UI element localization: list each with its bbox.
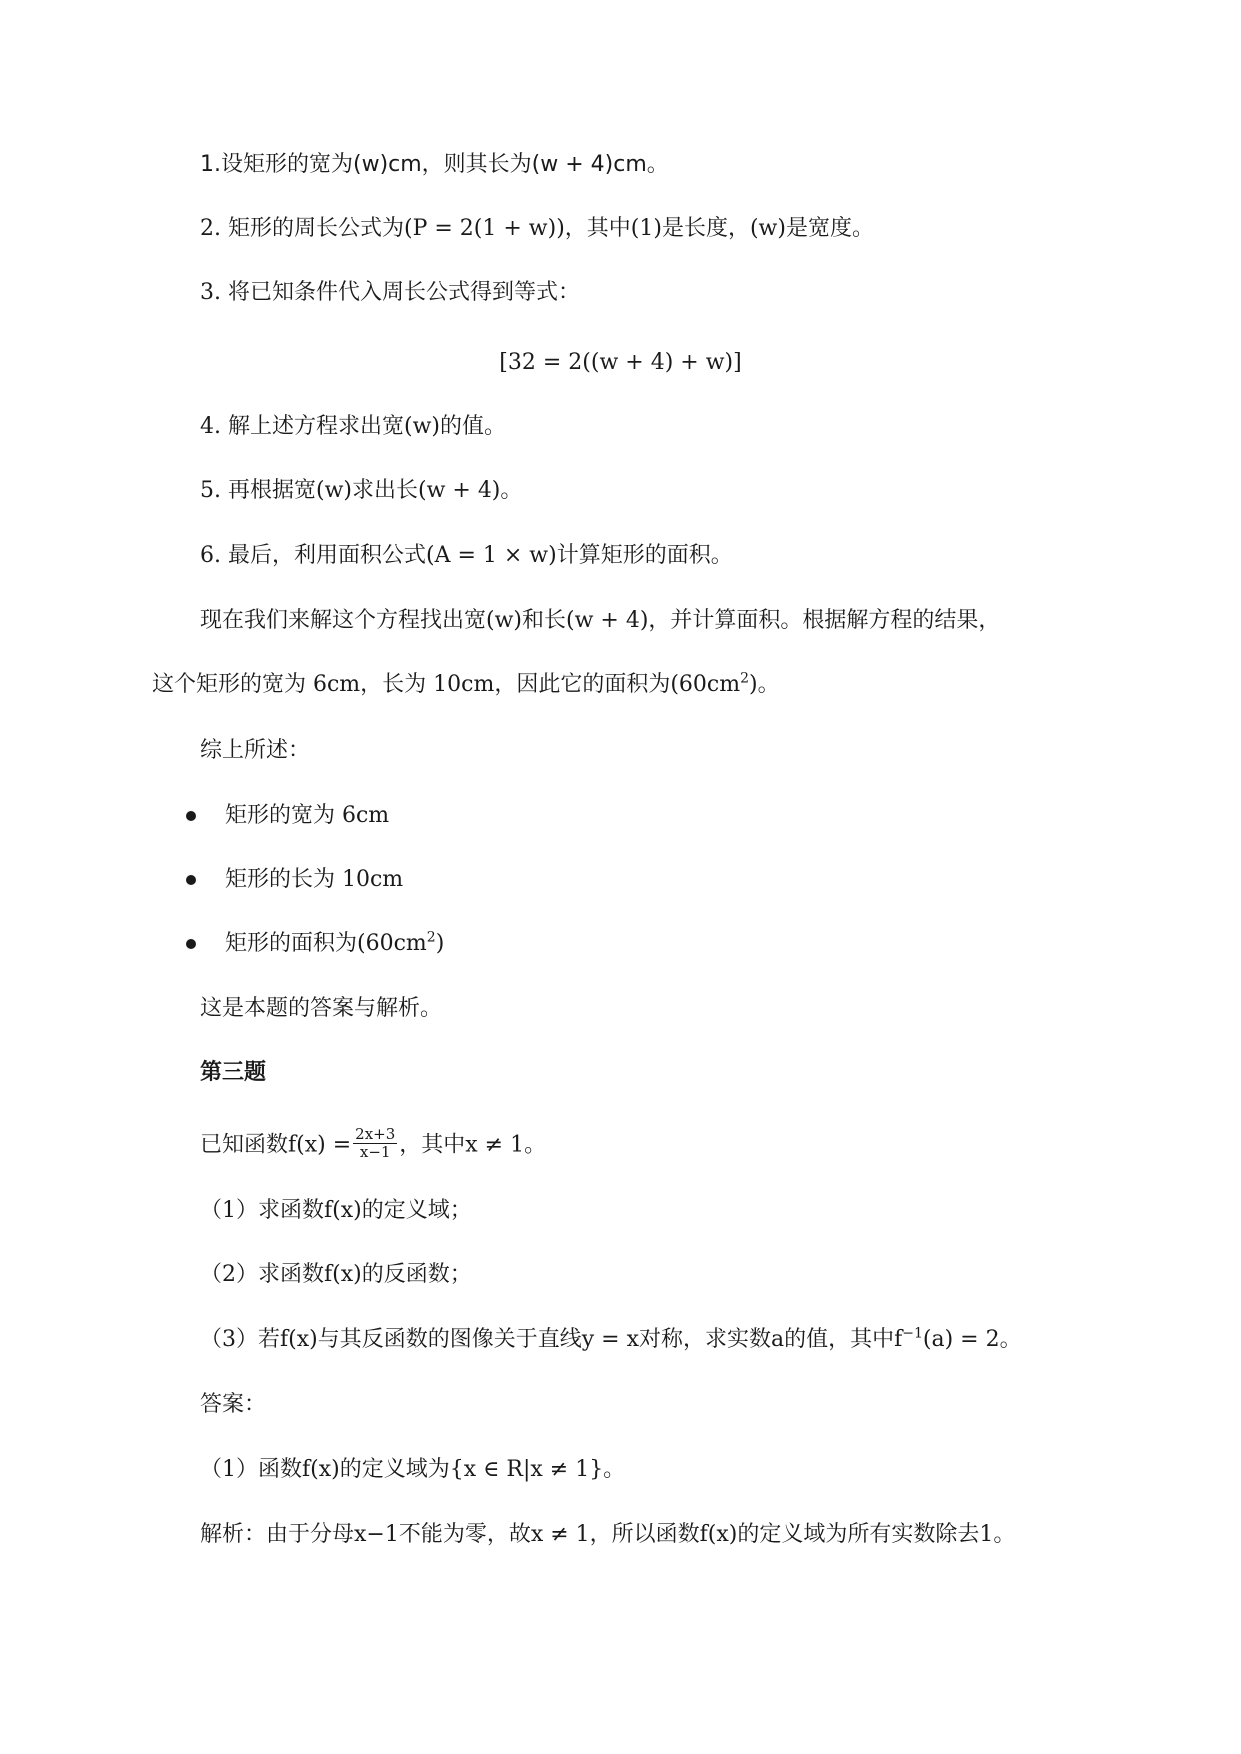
step-3: 3. 将已知条件代入周长公式得到等式： [200, 280, 580, 305]
bullet-dot [186, 811, 196, 821]
step-5: 5. 再根据宽(w)求出长(w + 4)。 [200, 478, 523, 503]
fraction: $\frac{2x+3}{x-1}$ [355, 1125, 396, 1161]
step-1: 1.设矩形的宽为(w)cm，则其长为(w + 4)cm。 [200, 152, 669, 177]
answer-part-1: （1）函数f(x)的定义域为{x ∈ R|x ≠ 1}。 [200, 1457, 626, 1482]
step-6: 6. 最后，利用面积公式(A = 1 × w)计算矩形的面积。 [200, 543, 733, 568]
step-4: 4. 解上述方程求出宽(w)的值。 [200, 414, 506, 439]
question-statement: 已知函数f(x) = $\frac{2x+3}{x-1}$ ，其中x ≠ 1。 [200, 1125, 547, 1161]
bullet-length: 矩形的长为 10cm [225, 867, 404, 892]
solution-paragraph-line-2: 这个矩形的宽为 6cm，长为 10cm，因此它的面积为$(60cm^2)$。 [152, 670, 780, 697]
answer-label: 答案： [200, 1392, 267, 1417]
bullet-dot [186, 875, 196, 885]
bullet-dot [186, 939, 196, 949]
bullet-area: 矩形的面积为$(60cm^2)$ [225, 929, 445, 956]
question-part-2: （2）求函数f(x)的反函数； [200, 1262, 472, 1287]
solution-paragraph-line-1: 现在我们来解这个方程找出宽(w)和长(w + 4)，并计算面积。根据解方程的结果， [200, 608, 1001, 633]
explanation: 解析：由于分母x−1不能为零，故x ≠ 1，所以函数f(x)的定义域为所有实数除去1。 [200, 1522, 1016, 1547]
conclusion: 这是本题的答案与解析。 [200, 996, 443, 1021]
equation: [32 = 2((w + 4) + w)] [499, 350, 742, 375]
question-part-3: （3）若f(x)与其反函数的图像关于直线y = x对称，求实数a的值，其中$f^{-1}(a) = 2$。 [200, 1325, 1022, 1352]
step-2: 2. 矩形的周长公式为(P = 2(1 + w))，其中(1)是长度，(w)是宽度。 [200, 216, 874, 241]
section-heading: 第三题 [200, 1060, 267, 1085]
bullet-width: 矩形的宽为 6cm [225, 803, 390, 828]
question-part-1: （1）求函数f(x)的定义域； [200, 1198, 472, 1223]
summary-label: 综上所述： [200, 738, 311, 763]
